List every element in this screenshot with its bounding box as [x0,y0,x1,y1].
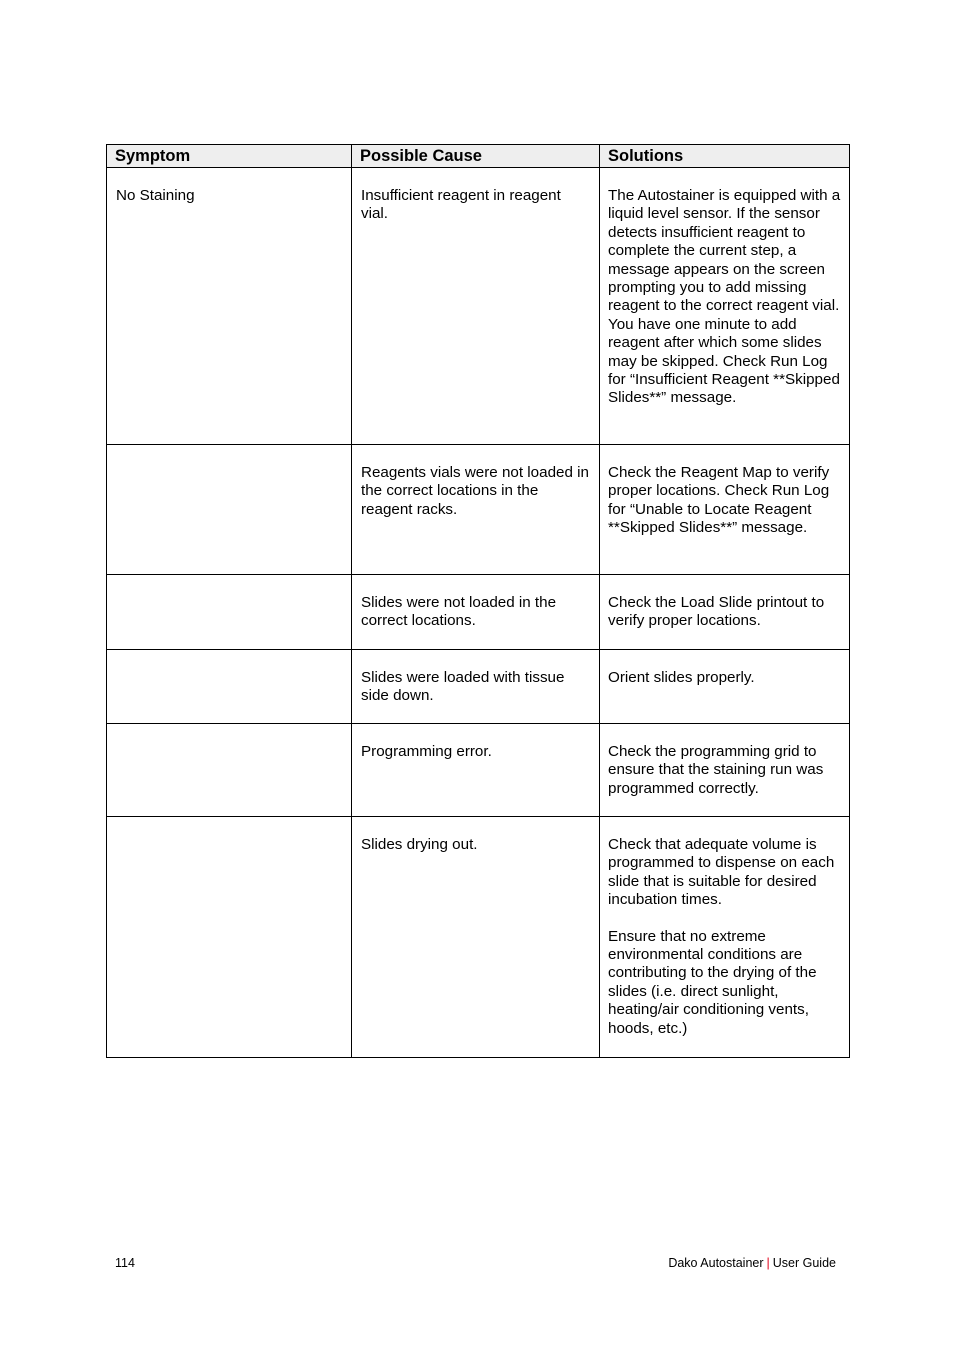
table-row [107,168,850,445]
page-number: 114 [115,1256,135,1270]
symptom-cell [107,650,352,724]
running-footer [668,1256,836,1270]
solutions-cell [600,575,850,650]
solutions-cell [600,445,850,575]
header-symptom: Symptom [107,145,352,168]
cause-cell: Slides were loaded with tissue side down. [352,650,600,724]
solution-text: Check that adequate volume is programmed to dispense on each slide that is suitable for desired incubation times. [608,836,835,909]
table-row [107,575,850,650]
solution-text: Orient slides properly. [608,669,755,686]
table-row [107,650,850,724]
solutions-cell [600,650,850,724]
header-solutions: Solutions [600,145,850,168]
table-row [107,445,850,575]
table-row [107,817,850,1058]
solutions-cell [600,168,850,445]
solution-text: Ensure that no extreme environmental conditions are contributing to the drying of the slides (i.e. direct sunlight, heating/air conditioning vents, hoods, etc.) [608,927,817,1037]
cause-cell: Programming error. [352,724,600,817]
header-possible-cause: Possible Cause [352,145,600,168]
solutions-cell [600,817,850,1058]
footer-doc-title: User Guide [772,1256,836,1270]
cause-cell: Insufficient reagent in reagent vial. [352,168,600,445]
solution-text: The Autostainer is equipped with a liquid level sensor. If the sensor detects insufficient reagent to complete the current step, a message appears on the screen prompting you to add missing reagent to the correct reagent vial. You have one minute to add reagent after which some slides may be skipped. Check Run Log for “Insufficient Reagent **Skipped Slides**” message. [608,187,841,407]
cause-cell: Reagents vials were not loaded in the correct locations in the reagent racks. [352,445,600,575]
solutions-cell [600,724,850,817]
footer-separator: | [766,1256,770,1270]
solution-text: Check the programming grid to ensure that the staining run was programmed correctly. [608,743,824,797]
symptom-cell [107,445,352,575]
symptom-cell: No Staining [107,168,352,445]
troubleshooting-table [106,144,850,1058]
symptom-cell [107,724,352,817]
symptom-cell [107,575,352,650]
cause-cell: Slides were not loaded in the correct locations. [352,575,600,650]
solution-text: Check the Reagent Map to verify proper locations. Check Run Log for “Unable to Locate Reagent **Skipped Slides**” message. [608,464,830,537]
solution-text: Check the Load Slide printout to verify proper locations. [608,594,825,630]
cause-cell: Slides drying out. [352,817,600,1058]
table-header-row [107,145,850,168]
symptom-cell [107,817,352,1058]
footer-product: Dako Autostainer [668,1256,764,1270]
table-row [107,724,850,817]
